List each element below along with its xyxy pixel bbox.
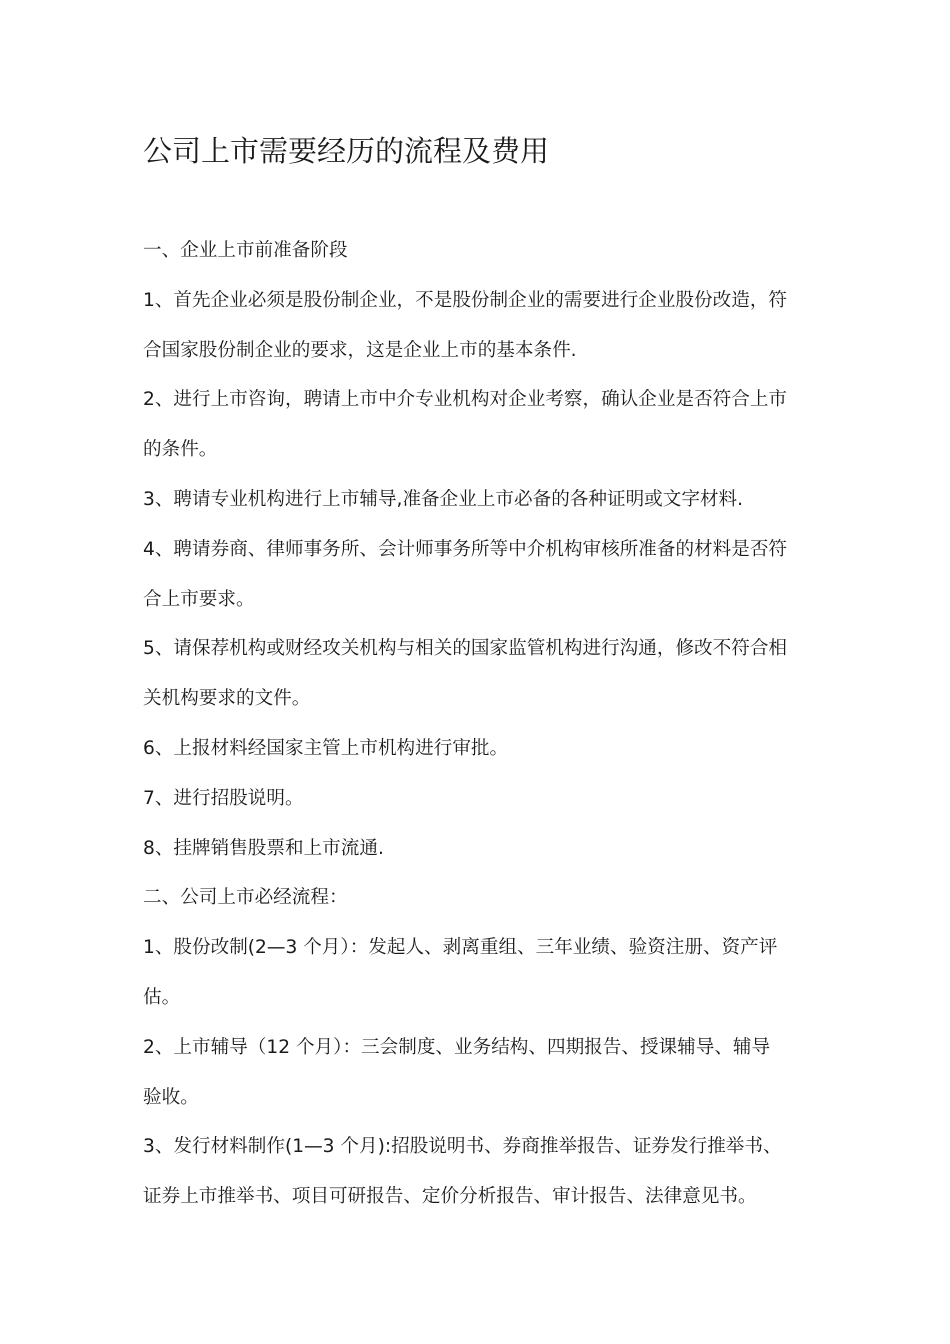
paragraph-line: 7、进行招股说明。 [143, 787, 304, 809]
paragraph-line: 合国家股份制企业的要求，这是企业上市的基本条件. [143, 339, 577, 361]
paragraph-line: 的条件。 [143, 439, 218, 461]
paragraph-line: 6、上报材料经国家主管上市机构进行审批。 [143, 737, 509, 759]
paragraph-line: 合上市要求。 [143, 588, 255, 610]
paragraph-line: 证券上市推举书、项目可研报告、定价分析报告、审计报告、法律意见书。 [143, 1186, 757, 1208]
paragraph-line: 1、首先企业必须是股份制企业，不是股份制企业的需要进行企业股份改造，符 [143, 289, 788, 311]
paragraph-line: 3、发行材料制作(1—3 个月):招股说明书、券商推举报告、证券发行推举书、 [143, 1136, 782, 1158]
paragraph-line: 2、上市辅导（12 个月）：三会制度、业务结构、四期报告、授课辅导、辅导 [143, 1036, 771, 1058]
section-heading: 一、企业上市前准备阶段 [143, 240, 348, 261]
paragraph-line: 4、聘请券商、律师事务所、会计师事务所等中介机构审核所准备的材料是否符 [143, 538, 788, 560]
section-heading: 二、公司上市必经流程： [143, 887, 348, 909]
document-title: 公司上市需要经历的流程及费用 [143, 134, 550, 168]
paragraph-line: 5、请保荐机构或财经攻关机构与相关的国家监管机构进行沟通，修改不符合相 [143, 638, 788, 660]
paragraph-line: 1、股份改制(2—3 个月）：发起人、剥离重组、三年业绩、验资注册、资产评 [143, 937, 778, 959]
paragraph-line: 关机构要求的文件。 [143, 688, 311, 710]
paragraph-line: 2、进行上市咨询，聘请上市中介专业机构对企业考察，确认企业是否符合上市 [143, 389, 788, 411]
paragraph-line: 验收。 [143, 1086, 199, 1108]
paragraph-line: 3、聘请专业机构进行上市辅导,准备企业上市必备的各种证明或文字材料. [143, 488, 744, 510]
paragraph-line: 8、挂牌销售股票和上市流通. [143, 837, 384, 859]
paragraph-line: 估。 [143, 986, 181, 1008]
document-body [143, 226, 815, 1222]
